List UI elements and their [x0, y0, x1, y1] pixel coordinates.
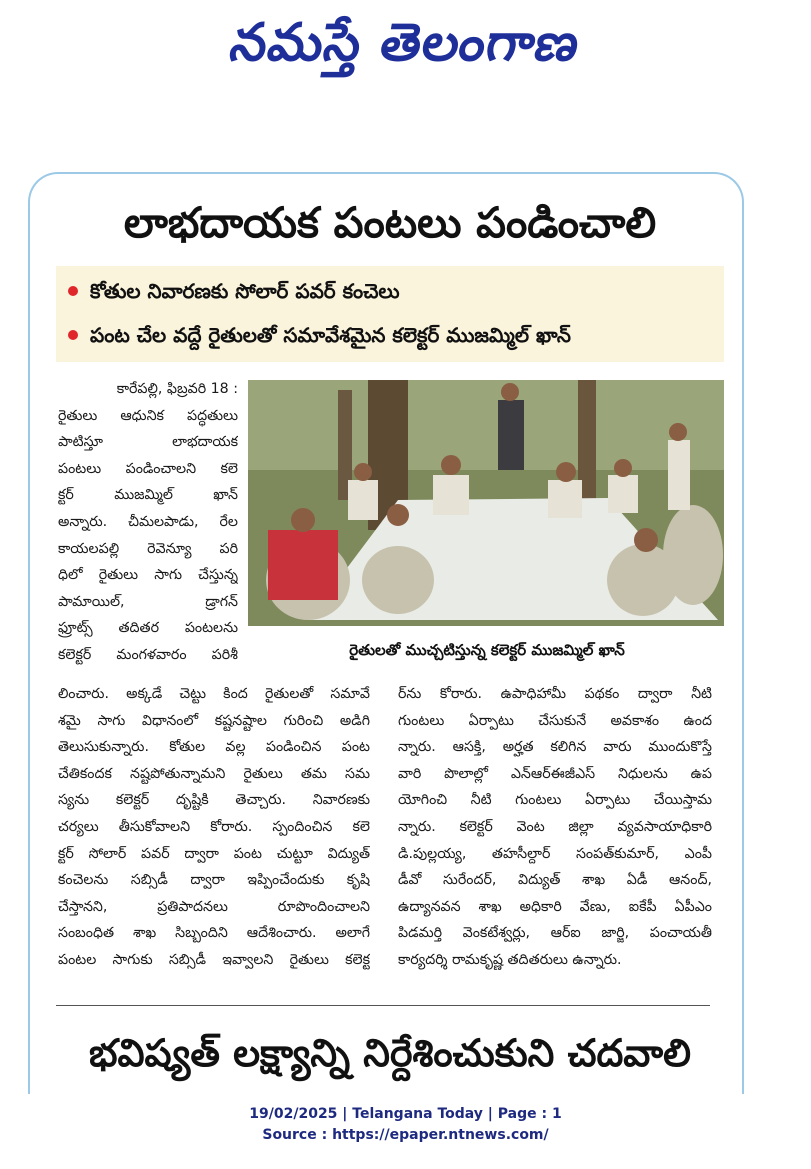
column-right	[398, 681, 712, 974]
text-line: ఫ్రూట్స్ తదితర పంటలను	[58, 620, 238, 637]
text-line: చర్యలు తీసుకోవాలని కోరారు. స్పందించిన కలె	[58, 818, 370, 835]
text-line: రైతులు ఆధునిక పద్ధతులు	[58, 407, 238, 424]
text-line: పంటలు పండించాలని కలె	[58, 460, 238, 477]
text-line: కాయలపల్లి రెవెన్యూ పరి	[58, 540, 238, 557]
column-left-top	[58, 376, 238, 669]
bullet-icon	[68, 330, 78, 340]
bullet-icon	[68, 286, 78, 296]
masthead-logo: నమస్తే తెలంగాణ	[225, 13, 586, 73]
subheads-box	[56, 266, 724, 362]
subhead-2-text: పంట చేల వద్దే రైతులతో సమావేశమైన కలెక్టర్ ముజమ్మిల్ ఖాన్	[90, 323, 571, 347]
text-line: సంబంధిత శాఖ సిబ్బందిని ఆదేశించారు. అలాగే	[58, 925, 370, 942]
text-line: క్టర్ ముజమ్మిల్ ఖాన్	[58, 487, 238, 504]
masthead	[0, 8, 811, 78]
text-line: క్టర్ సోలార్ పవర్ ద్వారా పంట చుట్టూ విద్యుత్	[58, 845, 370, 862]
text-line: స్యను కలెక్టర్ దృష్టికి తెచ్చారు. నివారణకు	[58, 792, 370, 809]
text-line: పంటల సాగుకు సబ్సిడీ ఇవ్వాలని రైతులు కలెక్ట	[58, 951, 370, 968]
text-line: డి.పుల్లయ్య, తహసీల్దార్ సంపత్‌కుమార్, ఎంపీ	[398, 845, 712, 862]
text-line: చేతికందక నష్టపోతున్నామని రైతులు తమ సమ	[58, 765, 370, 782]
text-line: కార్యదర్శి రామకృష్ణ తదితరులు ఉన్నారు.	[398, 951, 622, 968]
column-left-bottom	[58, 681, 370, 974]
text-line: పాటిస్తూ లాభదాయక	[58, 434, 238, 451]
footer-date-line: 19/02/2025 | Telangana Today | Page : 1	[249, 1106, 562, 1122]
text-line: తెలుసుకున్నారు. కోతుల వల్ల పండించిన పంట	[58, 739, 370, 756]
photo-caption: రైతులతో ముచ్చటిస్తున్న కలెక్టర్ ముజమ్మిల్ ఖాన్	[349, 641, 625, 659]
text-line: శమై సాగు విధానంలో కష్టనష్టాల గురించి అడిగి	[58, 712, 370, 729]
text-line: యోగించి నీటి గుంటలు ఏర్పాటు చేయిస్తామ	[398, 792, 712, 809]
text-line: న్నారు. కలెక్టర్ వెంట జిల్లా వ్యవసాయాధికారి	[398, 818, 712, 835]
section-divider	[56, 1005, 710, 1006]
text-line: ధిలో రైతులు సాగు చేస్తున్న	[58, 567, 238, 584]
text-line: అన్నారు. చీమలపాడు, రేల	[58, 513, 238, 530]
farmers-meeting-photo	[248, 380, 724, 626]
text-line: లించారు. అక్కడే చెట్టు కింద రైతులతో సమావే	[58, 686, 370, 702]
second-headline: భవిష్యత్ లక్ష్యాన్ని నిర్దేశించుకుని చదవాలి	[89, 1031, 691, 1075]
page-footer	[0, 1104, 811, 1146]
text-line: డీవో సురేందర్, విద్యుత్ శాఖ ఏడీ ఆనంద్,	[398, 872, 712, 889]
text-line: ఉద్యానవన శాఖ అధికారి వేణు, ఐకేపీ ఏపీఎం	[398, 898, 712, 915]
dateline: కారేపల్లి, ఫిబ్రవరి 18 :	[116, 381, 238, 397]
text-line: కలెక్టర్ మంగళవారం పరిశీ	[58, 646, 238, 663]
text-line: ర్‌ను కోరారు. ఉపాధిహామీ పథకం ద్వారా నీటి	[398, 686, 712, 702]
text-line: వారి పొలాల్లో ఎన్‌ఆర్‌ఈజీఎస్ నిధులను ఉప	[398, 765, 712, 782]
subhead-1	[68, 270, 400, 312]
text-line: కంచెలను సబ్సిడీ ద్వారా ఇప్పించేందుకు కృషి	[58, 872, 370, 889]
text-line: చేస్తానని, ప్రతిపాదనలు రూపొందించాలని	[58, 898, 370, 915]
text-line: గుంటలు ఏర్పాటు చేసుకునే అవకాశం ఉంద	[398, 712, 712, 729]
text-line: పిడమర్తి వెంకటేశ్వర్లు, ఆర్ఐ జార్జి, పంచాయతీ	[398, 925, 712, 942]
article-photo	[248, 380, 724, 626]
article-headline: లాభదాయక పంటలు పండించాలి	[123, 198, 657, 247]
footer-source-line: Source : https://epaper.ntnews.com/	[262, 1127, 549, 1143]
subhead-2	[68, 314, 571, 356]
subhead-1-text: కోతుల నివారణకు సోలార్ పవర్ కంచెలు	[90, 279, 400, 303]
text-line: పామాయిల్, డ్రాగన్	[58, 593, 238, 610]
text-line: న్నారు. ఆసక్తి, అర్హత కలిగిన వారు ముందుకొస్తే	[398, 739, 712, 756]
